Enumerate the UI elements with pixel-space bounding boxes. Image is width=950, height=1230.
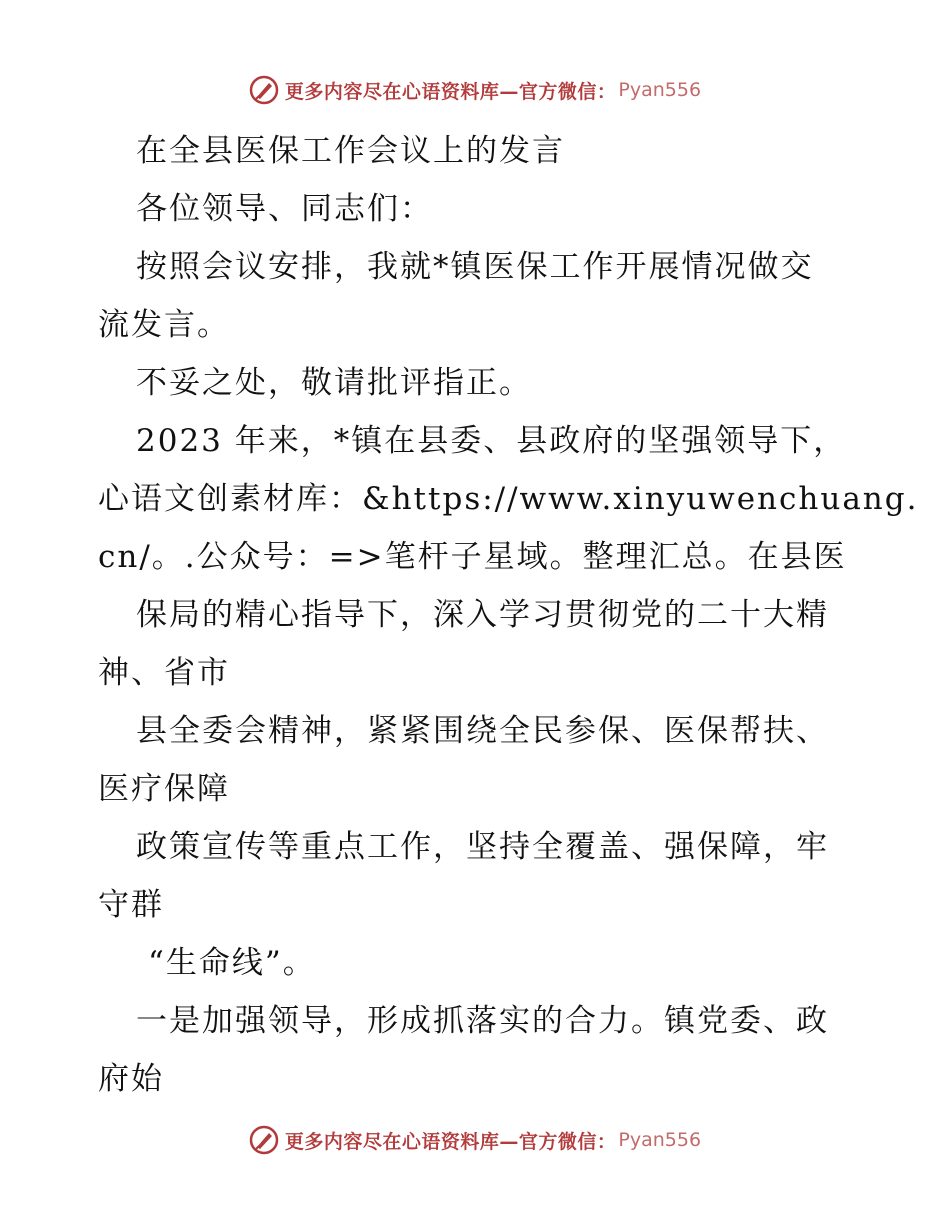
paragraph-line: 政策宣传等重点工作，坚持全覆盖、强保障，牢 bbox=[136, 829, 829, 865]
paragraph-line: 心语文创素材库：&https://www.xinyuwenchuang. bbox=[98, 481, 919, 517]
footer-wechat-id: Pyan556 bbox=[618, 1129, 702, 1151]
salutation: 各位领导、同志们： bbox=[136, 191, 433, 227]
paragraph-line: 2023 年来，*镇在县委、县政府的坚强领导下， bbox=[136, 423, 847, 459]
paragraph-line: 医疗保障 bbox=[98, 771, 230, 807]
paragraph-line: 流发言。 bbox=[98, 307, 230, 343]
feather-pen-logo-icon bbox=[249, 1125, 279, 1155]
document-title: 在全县医保工作会议上的发言 bbox=[136, 133, 565, 169]
paragraph-line: 府始 bbox=[98, 1061, 164, 1097]
paragraph-line: 按照会议安排，我就*镇医保工作开展情况做交 bbox=[136, 249, 814, 285]
document-body bbox=[98, 122, 919, 1108]
paragraph-line: 神、省市 bbox=[98, 655, 230, 691]
header-wechat-id: Pyan556 bbox=[618, 79, 702, 101]
paragraph-line: cn/。.公众号：=>笔杆子星域。整理汇总。在县医 bbox=[98, 539, 847, 575]
paragraph-line: 一是加强领导，形成抓落实的合力。镇党委、政 bbox=[136, 1003, 829, 1039]
paragraph-line: 守群 bbox=[98, 887, 164, 923]
footer-banner-text: 更多内容尽在心语资料库—官方微信： bbox=[284, 1130, 617, 1153]
paragraph-line: 不妥之处，敬请批评指正。 bbox=[136, 365, 532, 401]
paragraph-line: “生命线”。 bbox=[148, 945, 316, 981]
feather-pen-logo-icon bbox=[249, 75, 279, 105]
header-banner bbox=[0, 70, 950, 110]
paragraph-line: 县全委会精神，紧紧围绕全民参保、医保帮扶、 bbox=[136, 713, 829, 749]
header-banner-text: 更多内容尽在心语资料库—官方微信： bbox=[284, 80, 617, 103]
paragraph-line: 保局的精心指导下，深入学习贯彻党的二十大精 bbox=[136, 597, 829, 633]
footer-banner bbox=[0, 1120, 950, 1160]
